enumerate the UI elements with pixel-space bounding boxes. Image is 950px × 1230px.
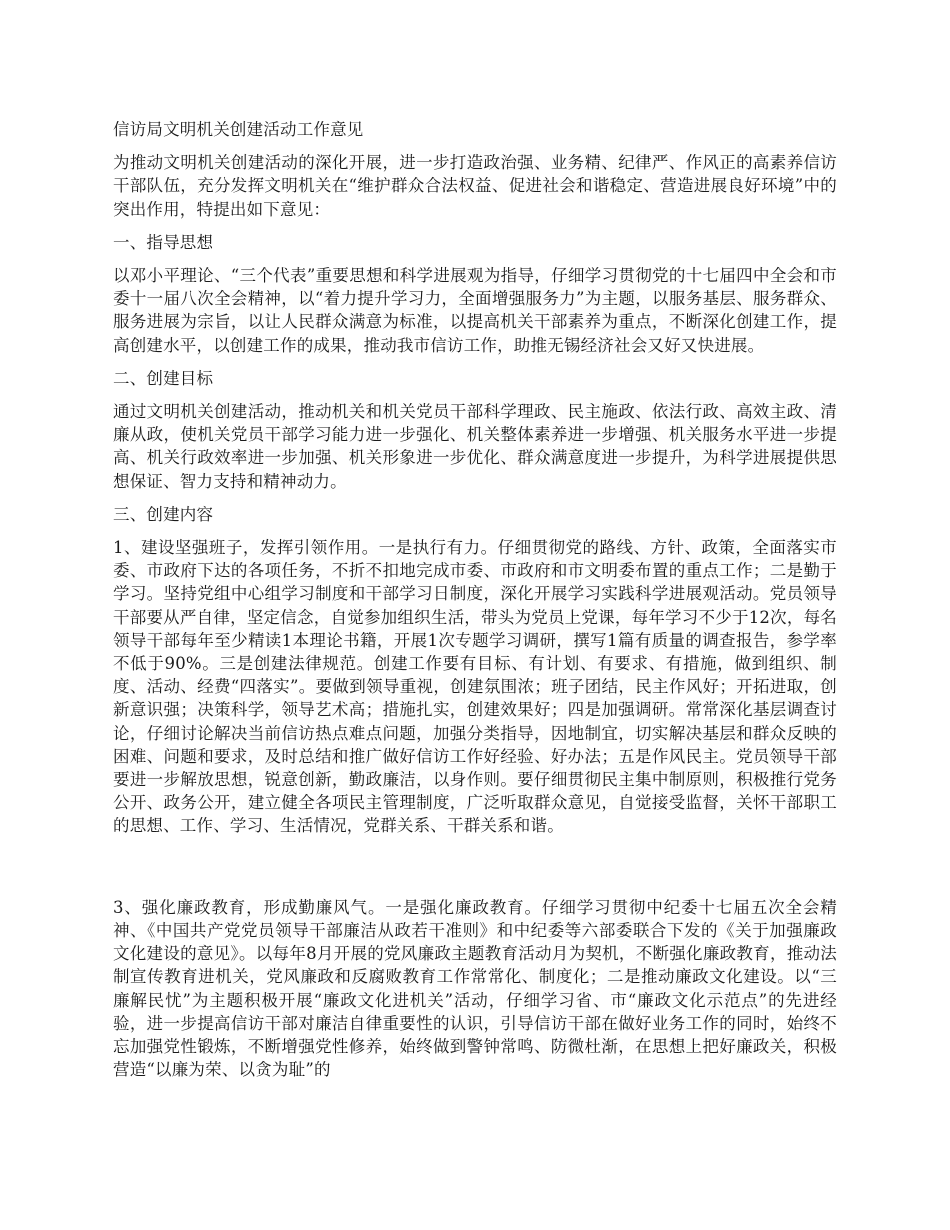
section-heading-guiding-ideology: 一、指导思想	[113, 232, 214, 252]
blank-gap	[113, 848, 837, 896]
section-heading-content: 三、创建内容	[113, 504, 214, 524]
section-heading-goals: 二、创建目标	[113, 368, 214, 388]
document-title: 信访局文明机关创建活动工作意见	[113, 120, 364, 139]
content-item-3-paragraph: 3、强化廉政教育，形成勤廉风气。一是强化廉政教育。仔细学习贯彻中纪委十七届五次全会精神、《中国共产党党员领导干部廉洁从政若干准则》和中纪委等六部委联合下发的《关于加强廉政文化建设的意见》。以每年8月开展的党风廉政主题教育活动月为契机，不断强化廉政教育，推动法制宣传教育进机关，党风廉政和反腐败教育工作常常化、制度化；二是推动廉政文化建设。以“三廉解民忧”为主题积极开展“廉政文化进机关”活动，仔细学习省、市“廉政文化示范点”的先进经验，进一步提高信访干部对廉洁自律重要性的认识，引导信访干部在做好业务工作的同时，始终不忘加强党性锻炼，不断增强党性修养，始终做到警钟常鸣、防微杜渐，在思想上把好廉政关，积极营造“以廉为荣、以贪为耻”的	[113, 897, 837, 1080]
intro-paragraph: 为推动文明机关创建活动的深化开展，进一步打造政治强、业务精、纪律严、作风正的高素养信访干部队伍，充分发挥文明机关在“维护群众合法权益、促进社会和谐稳定、营造进展良好环境”中的突出作用，特提出如下意见：	[113, 153, 837, 219]
content-item-1-paragraph: 1、建设坚强班子，发挥引领作用。一是执行有力。仔细贯彻党的路线、方针、政策，全面落实市委、市政府下达的各项任务，不折不扣地完成市委、市政府和市文明委布置的重点工作；二是勤于学习。坚持党组中心组学习制度和干部学习日制度，深化开展学习实践科学进展观活动。党员领导干部要从严自律，坚定信念，自觉参加组织生活，带头为党员上党课，每年学习不少于12次，每名领导干部每年至少精读1本理论书籍，开展1次专题学习调研，撰写1篇有质量的调查报告，参学率不低于90%。三是创建法律规范。创建工作要有目标、有计划、有要求、有措施，做到组织、制度、活动、经费“四落实”。要做到领导重视，创建氛围浓；班子团结，民主作风好；开拓进取，创新意识强；决策科学，领导艺术高；措施扎实，创建效果好；四是加强调研。常常深化基层调查讨论，仔细讨论解决当前信访热点难点问题，加强分类指导，因地制宜，切实解决基层和群众反映的困难、问题和要求，及时总结和推广做好信访工作好经验、好办法；五是作风民主。党员领导干部要进一步解放思想，锐意创新，勤政廉洁，以身作则。要仔细贯彻民主集中制原则，积极推行党务公开、政务公开，建立健全各项民主管理制度，广泛听取群众意见，自觉接受监督，关怀干部职工的思想、工作、学习、生活情况，党群关系、干群关系和谐。	[113, 538, 837, 836]
guiding-ideology-paragraph: 以邓小平理论、“三个代表”重要思想和科学进展观为指导，仔细学习贯彻党的十七届四中全会和市委十一届八次全会精神，以“着力提升学习力，全面增强服务力”为主题，以服务基层、服务群众、服务进展为宗旨，以让人民群众满意为标准，以提高机关干部素养为重点，不断深化创建工作，提高创建水平，以创建工作的成果，推动我市信访工作，助推无锡经济社会又好又快进展。	[113, 266, 837, 355]
document-page	[113, 118, 837, 1091]
goals-paragraph: 通过文明机关创建活动，推动机关和机关党员干部科学理政、民主施政、依法行政、高效主政、清廉从政，使机关党员干部学习能力进一步强化、机关整体素养进一步增强、机关服务水平进一步提高、机关行政效率进一步加强、机关形象进一步优化、群众满意度进一步提升，为科学进展提供思想保证、智力支持和精神动力。	[113, 402, 837, 491]
